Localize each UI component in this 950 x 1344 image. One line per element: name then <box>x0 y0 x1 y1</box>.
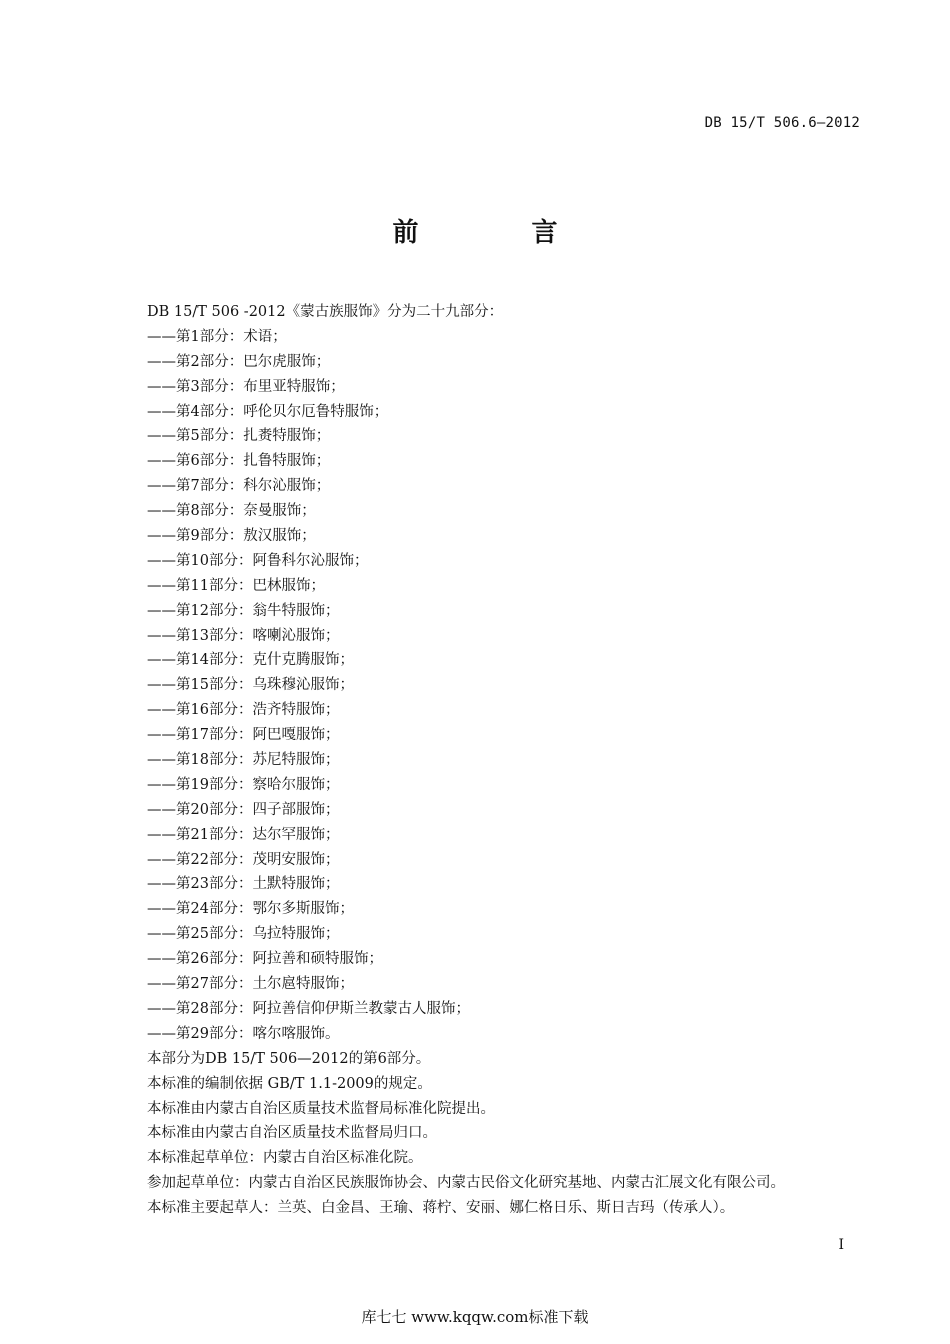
part-item: ——第11部分：巴林服饰； <box>147 577 325 594</box>
part-item: ——第2部分：巴尔虎服饰； <box>147 353 331 370</box>
part-item: ——第6部分：扎鲁特服饰； <box>147 453 331 470</box>
part-item: ——第29部分：喀尔喀服饰。 <box>147 1025 340 1042</box>
statement-line: 本标准主要起草人：兰英、白金昌、王瑜、蒋柠、安丽、娜仁格日乐、斯日吉玛（传承人）。 <box>147 1200 735 1217</box>
part-item: ——第21部分：达尔罕服饰； <box>147 826 340 843</box>
part-item: ——第25部分：乌拉特服饰； <box>147 926 340 943</box>
part-item: ——第28部分：阿拉善信仰伊斯兰教蒙古人服饰； <box>147 1000 470 1017</box>
intro-line: DB 15/T 506 -2012《蒙古族服饰》分为二十九部分： <box>147 304 504 320</box>
part-item: ——第20部分：四子部服饰； <box>147 801 340 818</box>
statement-line: 参加起草单位：内蒙古自治区民族服饰协会、内蒙古民俗文化研究基地、内蒙古汇展文化有限公司。 <box>147 1175 785 1192</box>
part-item: ——第7部分：科尔沁服饰； <box>147 478 331 495</box>
statement-line: 本标准由内蒙古自治区质量技术监督局标准化院提出。 <box>147 1100 495 1117</box>
statement-line: 本标准的编制依据 GB/T 1.1-2009的规定。 <box>147 1075 432 1092</box>
statements-block <box>147 1047 867 1221</box>
statement-line: 本标准由内蒙古自治区质量技术监督局归口。 <box>147 1125 437 1142</box>
part-item: ——第4部分：呼伦贝尔厄鲁特服饰； <box>147 403 389 420</box>
statement-line: 本标准起草单位：内蒙古自治区标准化院。 <box>147 1150 423 1167</box>
part-item: ——第24部分：鄂尔多斯服饰； <box>147 901 354 918</box>
part-item: ——第8部分：奈曼服饰； <box>147 503 316 520</box>
part-item: ——第5部分：扎赉特服饰； <box>147 428 331 445</box>
part-item: ——第15部分：乌珠穆沁服饰； <box>147 677 354 694</box>
footer-watermark: 库七七 www.kqqw.com标准下载 <box>361 1308 589 1326</box>
part-item: ——第17部分：阿巴嘎服饰； <box>147 727 340 744</box>
part-item: ——第23部分：土默特服饰； <box>147 876 340 893</box>
part-item: ——第14部分：克什克腾服饰； <box>147 652 354 669</box>
statement-line: 本部分为DB 15/T 506—2012的第6部分。 <box>147 1050 431 1067</box>
part-item: ——第16部分：浩齐特服饰； <box>147 702 340 719</box>
part-item: ——第18部分：苏尼特服饰； <box>147 752 340 769</box>
part-item: ——第10部分：阿鲁科尔沁服饰； <box>147 552 369 569</box>
part-item: ——第27部分：土尔扈特服饰； <box>147 976 354 993</box>
part-item: ——第1部分：术语； <box>147 328 287 345</box>
part-item: ——第13部分：喀喇沁服饰； <box>147 627 340 644</box>
part-item: ——第22部分：茂明安服饰； <box>147 851 340 868</box>
part-item: ——第26部分：阿拉善和硕特服饰； <box>147 951 383 968</box>
part-item: ——第3部分：布里亚特服饰； <box>147 378 345 395</box>
page-title: 前 言 <box>392 218 610 248</box>
document-code: DB 15/T 506.6—2012 <box>704 115 860 131</box>
part-item: ——第9部分：敖汉服饰； <box>147 528 316 545</box>
part-item: ——第12部分：翁牛特服饰； <box>147 602 340 619</box>
foreword-body <box>147 300 867 1221</box>
parts-list <box>147 325 867 1047</box>
part-item: ——第19部分：察哈尔服饰； <box>147 776 340 793</box>
page-number: I <box>838 1237 844 1253</box>
